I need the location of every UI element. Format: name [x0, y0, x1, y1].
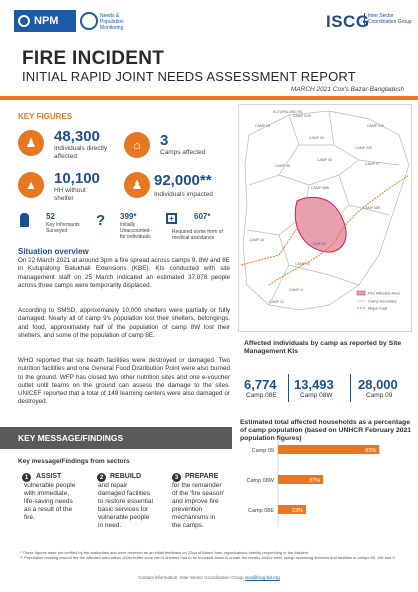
map-label-camp12: CAMP 12: [269, 300, 284, 304]
map-label-camp07: CAMP 07: [365, 162, 380, 166]
camp-map: [238, 104, 412, 332]
key-figures-label: KEY FIGURES: [18, 112, 73, 121]
map-label-camp02e: CAMP 02E: [355, 146, 373, 150]
chart-title: Estimated total affected households as a percentage of camp population (based on UNHCR February 2021 population figures): [240, 419, 412, 442]
situation-paragraph-2: According to SMSD, approximately 10,000 shelters were partially or fully damaged. Nearly all of camp 9's population lost their shelters, belongings, and food, approximately half of the population of camp 8W lost their shelters, and some of the population of camp 8E.: [18, 307, 230, 339]
chart-category-label: Camp 09: [251, 448, 274, 454]
contact-email-link[interactable]: isca@iscg-bd.org: [244, 575, 280, 580]
map-label-camp18: CAMP 18: [249, 238, 264, 242]
map-label-kutupalong: KUTUPALONG RC: [273, 110, 303, 114]
affected-08w-label: Camp 08W: [300, 392, 333, 399]
kf-camps-value: 3: [160, 132, 169, 149]
kf-ki-label: Key Informants Surveyed: [46, 222, 80, 234]
contact-info: [0, 575, 418, 580]
header: [0, 0, 418, 44]
kf-medical-label: Required some form of medical assistance: [172, 229, 223, 241]
map-label-camp10: CAMP 10: [295, 262, 310, 266]
dateline: MARCH 2021 Cox's Bazar-Bangladesh: [290, 86, 404, 93]
footnotes: [20, 550, 404, 560]
affected-08w-value: 13,493: [294, 377, 334, 392]
kf-impacted-value: 92,000**: [154, 172, 212, 189]
affected-09-value: 28,000: [358, 377, 398, 392]
finding-3-heading: PREPARE: [185, 473, 219, 480]
finding-1-text: vulnerable people with immediate, life-saving needs as a result of the fire.: [24, 482, 76, 521]
medical-icon: +: [166, 213, 177, 224]
key-message-title: KEY MESSAGE/FINDINGS: [18, 433, 124, 443]
camp-map-svg: [239, 105, 413, 333]
chart-bar: [278, 445, 379, 454]
kf-ki-value: 52: [46, 212, 55, 221]
orange-divider: [0, 96, 418, 100]
house-icon: ⌂: [124, 132, 150, 158]
finding-2-text: and repair damaged facilities to restore essential basic services for vulnerable people in need.: [98, 482, 153, 529]
kf-unaccounted-value: 399*: [120, 212, 137, 221]
chart-value-label: 23%: [292, 508, 304, 514]
kf-individuals-label: Individuals directly affected: [54, 145, 108, 160]
legend-major-road: Major road: [368, 305, 388, 311]
map-label-camp05: CAMP 05: [275, 164, 290, 168]
family-icon: ♟: [124, 172, 150, 198]
finding-2-number: 2: [97, 473, 106, 482]
map-label-camp08e: CAMP 08E: [363, 206, 381, 210]
map-label-camp04: CAMP 04: [309, 136, 324, 140]
chart-value-label: 83%: [365, 448, 377, 454]
map-label-camp08w: CAMP 08W: [311, 186, 330, 190]
partner-logo-text: Needs & Population Monitoring: [100, 13, 124, 31]
finding-1-heading: ASSIST: [36, 473, 62, 480]
kf-hh-value: 10,100: [54, 170, 100, 187]
affected-title: Affected individuals by camp as reported by Site Management KIs: [244, 340, 402, 355]
kf-medical-value: 607*: [194, 212, 211, 221]
iscg-subtitle: Inter Sector Coordination Group: [364, 13, 412, 25]
kf-camps-label: Camps affected: [160, 149, 206, 156]
page-title: FIRE INCIDENT: [22, 48, 165, 69]
footnote-1: * These figures were not verified by the authorities and were received as an initial feedback on 22nd of March from organizations directly responding to the incident.: [20, 550, 310, 555]
affected-09-label: Camp 09: [366, 392, 393, 399]
chart-category-label: Camp 08W: [246, 478, 274, 484]
tent-icon: ▲: [18, 172, 44, 198]
finding-2-heading: REBUILD: [110, 473, 142, 480]
legend-camp-boundary: Camp boundary: [368, 298, 397, 304]
situation-paragraph-1: On 22 March 2021 at around 3pm a fire spread across camps 9, 8W and 8E in Kutupalong Balukhali Extensions (KBE). KIs conducted with site management staff on 25 March indicated an estimated 37,078 people across three camps were temporarily displaced.: [18, 257, 230, 289]
npm-logo: [14, 10, 76, 32]
map-label-camp01w: CAMP 01W: [293, 114, 312, 118]
finding-1-number: 1: [22, 473, 31, 482]
people-icon: ♟: [18, 130, 44, 156]
finding-3-number: 3: [172, 473, 181, 482]
map-label-camp11: CAMP 11: [289, 288, 304, 292]
npm-logo-icon: [18, 15, 30, 27]
npm-logo-text: NPM: [34, 15, 59, 27]
affected-08e-value: 6,774: [244, 377, 277, 392]
affected-households-chart: [240, 425, 412, 545]
map-label-camp01e: CAMP 01E: [367, 124, 385, 128]
key-message-bar: [0, 427, 232, 449]
person-icon: [20, 213, 29, 227]
kf-individuals-value: 48,300: [54, 128, 100, 145]
chart-value-label: 37%: [309, 478, 321, 484]
map-label-camp09: CAMP 09: [311, 242, 326, 246]
question-icon: ?: [96, 212, 106, 229]
legend-fire-area: Fire Affected Area: [368, 290, 400, 296]
contact-label: Contact information: Inter Sector Coordination Group: [138, 575, 244, 580]
partner-logo-icon: [80, 12, 98, 30]
situation-title: Situation overview: [18, 247, 89, 256]
finding-3-text: for the remainder of the 'fire season' and improve fire prevention mechanisms in the camps.: [172, 482, 225, 529]
map-label-camp06: CAMP 06: [317, 158, 332, 162]
situation-paragraph-3: WHO reported that six health facilities were destroyed or damaged. Two nutrition facilities and one General Food Distribution Point were also burned to the ground. WFP has closed two other nutrition sites and one e-voucher outlet until teams on the ground can assess the damage to the sites. UNICEF reported that a total of 149 learning centers were also damaged or destroyed.: [18, 357, 230, 406]
kf-unaccounted-label: Initially Unaccounted -for individuals: [120, 222, 153, 240]
footnote-2: ** Population residing around the fire affected area within 100m buffer zone who's shelters had to be knocked down to create fire breaks and/or were using/ accessing services and facilities in camps 8E, 8W and 9.: [20, 555, 396, 560]
affected-08e-label: Camp 08E: [246, 392, 277, 399]
affected-divider: [288, 374, 289, 402]
chart-category-label: Camp 08E: [248, 508, 274, 514]
map-label-camp03: CAMP 03: [255, 124, 270, 128]
key-message-subtitle: Key message/Findings from sectors: [18, 458, 130, 465]
kf-hh-label: HH without shelter: [54, 187, 86, 202]
kf-impacted-label: Individuals impacted: [154, 191, 213, 198]
affected-divider: [350, 374, 351, 402]
iscg-logo: ISCG: [326, 12, 370, 31]
page-subtitle: INITIAL RAPID JOINT NEEDS ASSESSMENT REPORT: [22, 69, 356, 84]
